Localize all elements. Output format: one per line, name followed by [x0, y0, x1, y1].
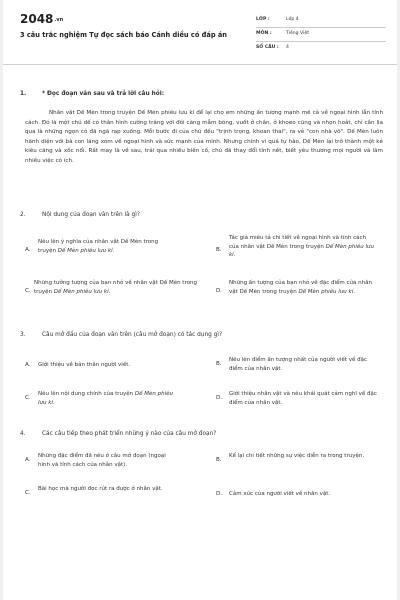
meta-value: 4	[286, 45, 289, 50]
meta-subject	[256, 28, 386, 42]
option-d[interactable]	[216, 390, 381, 412]
option-text: Tác giả miêu tả chi tiết về ngoại hình và tính cách của nhân vật Dế Mèn trong truyện Dế Mèn phiêu lưu kí.	[229, 235, 374, 259]
question-1	[3, 91, 397, 201]
book-title: Dế Mèn phiêu lưu kí	[298, 288, 354, 295]
question-heading	[20, 332, 222, 338]
meta-label: LỚP :	[256, 17, 270, 22]
option-text: Bài học mà người đọc rút ra được ở nhân vật.	[38, 486, 163, 492]
option-d[interactable]	[216, 279, 381, 309]
option-c[interactable]	[25, 390, 190, 412]
option-letter: C.	[25, 395, 31, 401]
book-title: Dế Mèn phiêu lưu kí	[38, 391, 173, 406]
option-letter: A.	[25, 247, 31, 253]
question-heading	[20, 431, 216, 437]
book-title: Dế Mèn phiêu lưu kí	[53, 288, 109, 295]
option-letter: A.	[25, 362, 31, 368]
site-logo[interactable]	[20, 12, 63, 26]
question-number: 2.	[20, 212, 26, 218]
option-text: Kể lại chi tiết những sự việc diễn ra trong truyện.	[229, 453, 365, 459]
reading-passage: Nhân vật Dế Mèn trong truyện Dế Mèn phiêu lưu kí để lại cho em những ấn tượng mạnh mẽ cả về ngoại hình lẫn tính cách. Đó là một chú dế có thân hình cường tráng với đôi càng mẫm bóng, vuốt ở chân, ở khoeo cũng và nhọn hoắt, chỉ cần lia qua là những ngọn cỏ đã ngã rạp xuống. Mỗi bước đi của chú đều "trịnh trọng, khoan thai", ra vẻ "con nhà võ". Dế Mèn luôn hãnh diện với bà con láng xóm về ngoại hình và sức mạnh của mình. Nhưng chính vì quá tự hào, Dế Mèn lại trở thành một kẻ kiêu căng và xốc nổi. Rất may là về sau, trải qua nhiều biến cố, chú đã thay đổi tính nết, biết yêu thương mọi người và làm nhiều việc có ích.	[25, 110, 383, 164]
option-letter: B.	[216, 457, 222, 463]
worksheet-page	[3, 0, 397, 600]
page-title: 3 câu trắc nghiệm Tự đọc sách báo Cánh diều có đáp án	[20, 31, 227, 39]
question-3	[3, 332, 397, 422]
option-c[interactable]	[25, 485, 190, 507]
book-title: Dế Mèn phiêu lưu kí	[229, 243, 374, 259]
question-prompt: * Đọc đoạn văn sau và trả lời câu hỏi:	[42, 91, 165, 97]
header-divider	[3, 64, 397, 65]
question-prompt: Câu mở đầu của đoạn văn trên (câu mở đoạn) có tác dụng gì?	[42, 332, 223, 338]
question-prompt: Nội dung của đoạn văn trên là gì?	[42, 212, 140, 218]
option-d[interactable]	[216, 490, 381, 502]
question-2	[3, 212, 397, 322]
option-a[interactable]	[25, 452, 190, 474]
option-b[interactable]	[216, 452, 381, 474]
meta-label: MÔN :	[256, 31, 272, 36]
header	[3, 0, 397, 60]
question-heading	[20, 212, 140, 218]
question-prompt: Các câu tiếp theo phát triển những ý nào của câu mở đoạn?	[42, 431, 217, 437]
question-number: 1.	[20, 91, 27, 97]
meta-label: SỐ CÂU :	[256, 45, 279, 50]
option-letter: C.	[25, 288, 31, 294]
option-letter: C.	[25, 490, 31, 496]
option-text: Nêu lên ý nghĩa của nhân vật Dế Mèn trong truyện Dế Mèn phiêu lưu kí.	[38, 239, 159, 254]
option-letter: A.	[25, 457, 31, 463]
question-heading	[20, 91, 164, 97]
question-4	[3, 431, 397, 521]
question-number: 3.	[20, 332, 26, 338]
option-letter: D.	[216, 395, 223, 401]
option-text: Giới thiệu nhân vật và nêu khái quát cảm nghĩ về đặc điểm của nhân vật.	[229, 391, 377, 406]
option-a[interactable]	[25, 361, 190, 373]
meta-grade	[256, 14, 386, 28]
option-text: Cảm xúc của người viết về nhân vật.	[229, 491, 331, 497]
meta-value: Tiếng Việt	[286, 31, 309, 36]
option-text: Giới thiệu về bản thân người viết.	[38, 362, 131, 368]
question-number: 4.	[20, 431, 26, 437]
option-b[interactable]	[216, 356, 381, 378]
option-text: Những đặc điểm đã nêu ở câu mở đoạn (ngoại hình và tính cách của nhân vật).	[38, 453, 166, 468]
option-text: Nêu lên nội dung chính của truyện Dế Mèn phiêu lưu kí.	[38, 391, 173, 406]
option-text: Những ấn tượng của bạn nhỏ về đặc điểm của nhân vật Dế Mèn trong truyện Dế Mèn phiêu lưu kí.	[229, 280, 372, 295]
option-letter: B.	[216, 361, 222, 367]
option-text: Những tưởng tượng của bạn nhỏ về nhân vật Dế Mèn trong truyện Dế Mèn phiêu lưu kí.	[34, 280, 197, 295]
option-letter: D.	[216, 491, 223, 497]
meta-value: Lớp 4	[286, 17, 299, 22]
logo-ext: .vn	[54, 16, 64, 23]
option-letter: B.	[216, 247, 222, 253]
meta-count	[256, 42, 386, 56]
option-text: Nêu lên điểm ấn tượng nhất của người viết về đặc điểm của nhân vật.	[229, 357, 368, 372]
option-a[interactable]	[25, 238, 185, 268]
logo-text: 2048	[20, 12, 54, 26]
book-title: Dế Mèn phiêu lưu kí	[57, 247, 113, 254]
option-letter: D.	[216, 288, 223, 294]
option-b[interactable]	[216, 234, 381, 268]
option-c[interactable]	[25, 279, 210, 309]
